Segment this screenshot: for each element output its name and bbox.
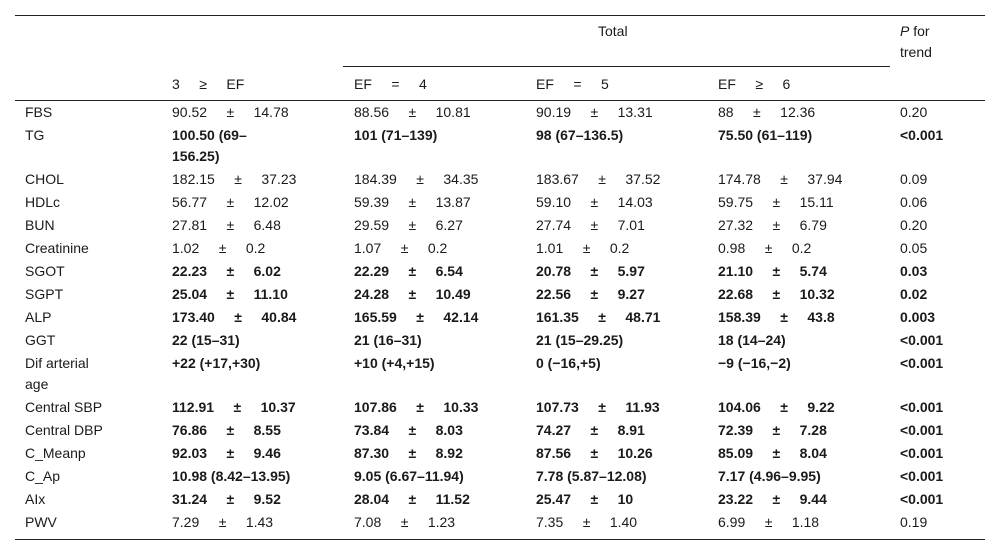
row-label: C_Ap xyxy=(25,468,61,484)
cell-ef-ge-6: 0.98 ± 0.2 xyxy=(718,240,812,256)
header-p-trend xyxy=(900,21,930,42)
cell-ef-ge-6: 6.99 ± 1.18 xyxy=(718,514,820,530)
cell-ef-4: 7.08 ± 1.23 xyxy=(354,514,456,530)
row-label: PWV xyxy=(25,514,57,530)
cell-ef-le-3: 22 (15–31) xyxy=(172,332,240,348)
row-label: SGPT xyxy=(25,286,64,302)
cell-ef-ge-6: 72.39 ± 7.28 xyxy=(718,422,827,438)
cell-ef-4: 88.56 ± 10.81 xyxy=(354,104,471,120)
cell-ef-4: 1.07 ± 0.2 xyxy=(354,240,448,256)
cell-ef-le-3: 92.03 ± 9.46 xyxy=(172,445,281,461)
header-p-rest: for xyxy=(909,23,930,39)
row-label: GGT xyxy=(25,332,56,348)
cell-ef-ge-6: −9 (−16,−2) xyxy=(718,355,791,371)
row-label: Creatinine xyxy=(25,240,89,256)
row-label: AIx xyxy=(25,491,46,507)
cell-ef-5: 20.78 ± 5.97 xyxy=(536,263,645,279)
cell-ef-4: 165.59 ± 42.14 xyxy=(354,309,479,325)
cell-ef-5: 27.74 ± 7.01 xyxy=(536,217,645,233)
cell-ef-ge-6: 59.75 ± 15.11 xyxy=(718,194,834,210)
cell-ef-5: 22.56 ± 9.27 xyxy=(536,286,645,302)
cell-ef-4: 29.59 ± 6.27 xyxy=(354,217,463,233)
cell-ef-5: 25.47 ± 10 xyxy=(536,491,634,507)
cell-p-trend: <0.001 xyxy=(900,445,944,461)
row-label: BUN xyxy=(25,217,55,233)
cell-ef-le-3: +22 (+17,+30) xyxy=(172,355,261,371)
row-label: Central DBP xyxy=(25,422,103,438)
cell-p-trend: 0.05 xyxy=(900,240,928,256)
cell-ef-5: 161.35 ± 48.71 xyxy=(536,309,661,325)
cell-p-trend: <0.001 xyxy=(900,491,944,507)
top-rule xyxy=(15,15,985,16)
row-label: SGOT xyxy=(25,263,65,279)
row-label: HDLc xyxy=(25,194,61,210)
cell-ef-ge-6: 7.17 (4.96–9.95) xyxy=(718,468,821,484)
header-col-1: 3 ≥ EF xyxy=(172,76,245,92)
cell-ef-ge-6: 88 ± 12.36 xyxy=(718,104,816,120)
header-p-italic: P xyxy=(900,23,910,39)
cell-ef-ge-6: 21.10 ± 5.74 xyxy=(718,263,827,279)
cell-ef-le-3: 7.29 ± 1.43 xyxy=(172,514,274,530)
cell-ef-4: 101 (71–139) xyxy=(354,127,438,143)
cell-ef-le-3: 27.81 ± 6.48 xyxy=(172,217,281,233)
cell-ef-ge-6: 174.78 ± 37.94 xyxy=(718,171,843,187)
cell-ef-le-3: 25.04 ± 11.10 xyxy=(172,286,288,302)
cell-ef-le-3: 182.15 ± 37.23 xyxy=(172,171,297,187)
cell-p-trend: <0.001 xyxy=(900,332,944,348)
header-col-2: EF = 4 xyxy=(354,76,427,92)
header-bottom-rule xyxy=(15,100,985,101)
cell-p-trend: <0.001 xyxy=(900,355,944,371)
cell-ef-ge-6: 22.68 ± 10.32 xyxy=(718,286,835,302)
row-label: CHOL xyxy=(25,171,64,187)
cell-ef-ge-6: 85.09 ± 8.04 xyxy=(718,445,827,461)
total-underline xyxy=(343,66,890,67)
cell-ef-5: 59.10 ± 14.03 xyxy=(536,194,653,210)
cell-ef-5: 87.56 ± 10.26 xyxy=(536,445,653,461)
cell-ef-5: 0 (−16,+5) xyxy=(536,355,601,371)
header-total: Total xyxy=(598,23,628,39)
cell-p-trend: <0.001 xyxy=(900,127,944,143)
cell-ef-le-3: 1.02 ± 0.2 xyxy=(172,240,266,256)
cell-ef-ge-6: 18 (14–24) xyxy=(718,332,786,348)
cell-ef-5: 1.01 ± 0.2 xyxy=(536,240,630,256)
cell-ef-4: 107.86 ± 10.33 xyxy=(354,399,479,415)
header-col-3: EF = 5 xyxy=(536,76,609,92)
cell-p-trend: 0.20 xyxy=(900,104,928,120)
cell-ef-5: 7.78 (5.87–12.08) xyxy=(536,468,647,484)
cell-ef-5: 7.35 ± 1.40 xyxy=(536,514,638,530)
cell-ef-le-3: 22.23 ± 6.02 xyxy=(172,263,281,279)
cell-ef-le-3: 10.98 (8.42–13.95) xyxy=(172,468,291,484)
cell-ef-ge-6: 27.32 ± 6.79 xyxy=(718,217,827,233)
cell-ef-le-3: 90.52 ± 14.78 xyxy=(172,104,289,120)
cell-ef-le-3: 100.50 (69–156.25) xyxy=(172,127,247,164)
cell-ef-5: 183.67 ± 37.52 xyxy=(536,171,661,187)
cell-ef-5: 21 (15–29.25) xyxy=(536,332,624,348)
row-label: Dif arterial age xyxy=(25,355,89,392)
cell-ef-4: 24.28 ± 10.49 xyxy=(354,286,471,302)
cell-ef-le-3: 173.40 ± 40.84 xyxy=(172,309,297,325)
header-p-trend-line2: trend xyxy=(900,44,932,60)
cell-ef-ge-6: 158.39 ± 43.8 xyxy=(718,309,835,325)
cell-ef-le-3: 56.77 ± 12.02 xyxy=(172,194,289,210)
cell-p-trend: 0.003 xyxy=(900,309,936,325)
row-label: Central SBP xyxy=(25,399,103,415)
cell-ef-le-3: 112.91 ± 10.37 xyxy=(172,399,296,415)
cell-ef-ge-6: 75.50 (61–119) xyxy=(718,127,813,143)
cell-ef-5: 74.27 ± 8.91 xyxy=(536,422,645,438)
row-label: TG xyxy=(25,127,45,143)
cell-p-trend: <0.001 xyxy=(900,468,944,484)
row-label: ALP xyxy=(25,309,52,325)
cell-ef-4: +10 (+4,+15) xyxy=(354,355,435,371)
cell-p-trend: 0.02 xyxy=(900,286,928,302)
cell-ef-5: 98 (67–136.5) xyxy=(536,127,624,143)
cell-ef-4: 9.05 (6.67–11.94) xyxy=(354,468,464,484)
cell-ef-ge-6: 104.06 ± 9.22 xyxy=(718,399,835,415)
cell-ef-le-3: 31.24 ± 9.52 xyxy=(172,491,281,507)
bottom-rule xyxy=(15,539,985,540)
header-col-4: EF ≥ 6 xyxy=(718,76,791,92)
cell-p-trend: 0.03 xyxy=(900,263,928,279)
cell-ef-4: 73.84 ± 8.03 xyxy=(354,422,463,438)
cell-ef-4: 21 (16–31) xyxy=(354,332,422,348)
row-label: C_Meanp xyxy=(25,445,86,461)
cell-ef-4: 28.04 ± 11.52 xyxy=(354,491,470,507)
cell-p-trend: 0.06 xyxy=(900,194,928,210)
cell-p-trend: <0.001 xyxy=(900,399,944,415)
row-label: FBS xyxy=(25,104,53,120)
cell-ef-4: 59.39 ± 13.87 xyxy=(354,194,471,210)
cell-ef-4: 184.39 ± 34.35 xyxy=(354,171,479,187)
cell-ef-ge-6: 23.22 ± 9.44 xyxy=(718,491,827,507)
cell-ef-4: 22.29 ± 6.54 xyxy=(354,263,463,279)
cell-ef-5: 107.73 ± 11.93 xyxy=(536,399,660,415)
cell-ef-le-3: 76.86 ± 8.55 xyxy=(172,422,281,438)
cell-ef-5: 90.19 ± 13.31 xyxy=(536,104,653,120)
cell-p-trend: <0.001 xyxy=(900,422,944,438)
cell-p-trend: 0.09 xyxy=(900,171,928,187)
cell-ef-4: 87.30 ± 8.92 xyxy=(354,445,463,461)
cell-p-trend: 0.20 xyxy=(900,217,928,233)
cell-p-trend: 0.19 xyxy=(900,514,928,530)
